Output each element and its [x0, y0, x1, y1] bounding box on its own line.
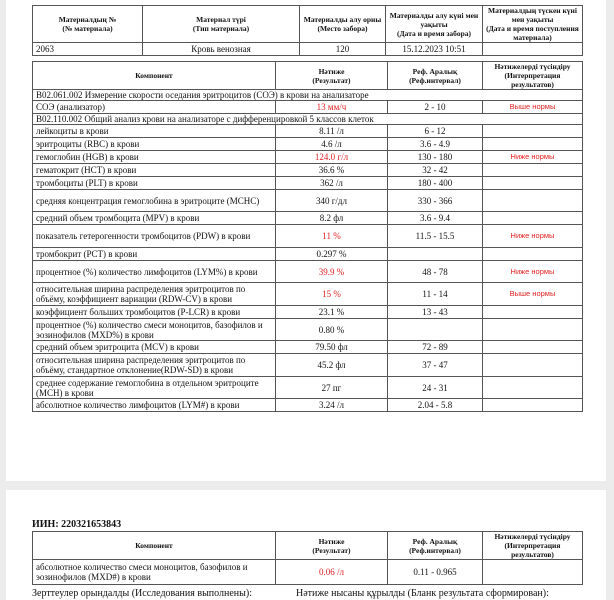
section-cbc: В02.110.002 Общий анализ крови на анализаторе с дифференцировкой 5 классов клеток: [33, 114, 583, 125]
result-ref: 13 - 43: [388, 306, 483, 319]
result-name: средний объем тромбоцита (MPV) в крови: [33, 212, 276, 225]
result-name: абсолютное количество смеси моноцитов, базофилов и эозинофилов (MXD#) в крови: [33, 560, 276, 585]
sample-info-table: [32, 5, 583, 56]
result-value: 27 пг: [276, 377, 388, 399]
report-page-1: [6, 0, 606, 481]
results-header-component: Компонент: [33, 62, 276, 90]
results-header-ref: Реф. Аралық (Реф.интервал): [388, 62, 483, 90]
sample-received: [483, 43, 583, 56]
header-collection-date: Материалды алу күні мен уақыты (Дата и время забора): [386, 6, 483, 43]
result-ref: 2 - 10: [388, 101, 483, 114]
sample-type: Кровь венозная: [143, 43, 300, 56]
result-row: [33, 212, 583, 225]
result-interp: Ниже нормы: [483, 151, 583, 164]
result-value: 8.11 /л: [276, 125, 388, 138]
result-name: коэффициент больших тромбоцитов (P-LCR) в крови: [33, 306, 276, 319]
result-interp: Выше нормы: [483, 101, 583, 114]
result-value: 23.1 %: [276, 306, 388, 319]
result-value: 79.50 фл: [276, 341, 388, 354]
patient-iin: ИИН: 220321653843: [32, 519, 122, 530]
result-name: лейкоциты в крови: [33, 125, 276, 138]
header-received-date: Материалдың түскен күні мен уақыты (Дата и время поступления материала): [483, 6, 583, 43]
result-row: [33, 377, 583, 399]
header-collection-place: Материалды алу орны (Место забора): [300, 6, 386, 43]
result-value: 0.297 %: [276, 248, 388, 261]
result-interp: [483, 190, 583, 212]
result-name: относительная ширина распределения эритроцитов по объёму, коэффициент вариации (RDW-CV) в крови: [33, 283, 276, 306]
result-value: 13 мм/ч: [276, 101, 388, 114]
result-interp: [483, 560, 583, 585]
result-ref: [388, 319, 483, 341]
result-ref: 2.04 - 5.8: [388, 399, 483, 412]
result-ref: 3.6 - 4.9: [388, 138, 483, 151]
result-name: средняя концентрация гемоглобина в эритроците (MCHC): [33, 190, 276, 212]
result-name: тромбоциты (PLT) в крови: [33, 177, 276, 190]
result-ref: 11 - 14: [388, 283, 483, 306]
results-header-result: Нәтиже (Результат): [276, 532, 388, 560]
result-row: [33, 164, 583, 177]
result-row: [33, 225, 583, 248]
result-row: [33, 101, 583, 114]
result-ref: 48 - 78: [388, 261, 483, 283]
result-interp: [483, 306, 583, 319]
result-row: [33, 151, 583, 164]
result-name: эритроциты (RBC) в крови: [33, 138, 276, 151]
result-row: [33, 341, 583, 354]
result-row: [33, 177, 583, 190]
result-ref: 6 - 12: [388, 125, 483, 138]
result-ref: 11.5 - 15.5: [388, 225, 483, 248]
result-value: 15 %: [276, 283, 388, 306]
result-name: гемоглобин (HGB) в крови: [33, 151, 276, 164]
result-interp: [483, 164, 583, 177]
result-name: средний объем эритроцита (MCV) в крови: [33, 341, 276, 354]
results-header-interp: Нәтижелерді түсіндіру (Интерпретация результатов): [483, 532, 583, 560]
result-name: СОЭ (анализатор): [33, 101, 276, 114]
sample-place: 120: [300, 43, 386, 56]
result-row: [33, 138, 583, 151]
result-name: абсолютное количество лимфоцитов (LYM#) в крови: [33, 399, 276, 412]
result-name: показатель гетерогенности тромбоцитов (PDW) в крови: [33, 225, 276, 248]
sample-datetime: 15.12.2023 10:51: [386, 43, 483, 56]
result-value: 11 %: [276, 225, 388, 248]
result-ref: 180 - 400: [388, 177, 483, 190]
result-value: 45.2 фл: [276, 354, 388, 377]
result-interp: [483, 377, 583, 399]
result-interp: [483, 177, 583, 190]
result-interp: [483, 138, 583, 151]
result-ref: 0.11 - 0.965: [388, 560, 483, 585]
result-row: [33, 283, 583, 306]
result-interp: [483, 341, 583, 354]
result-interp: [483, 354, 583, 377]
sample-number: 2063: [33, 43, 143, 56]
results-table-continued: [32, 531, 583, 585]
result-interp: [483, 125, 583, 138]
result-name: среднее содержание гемоглобина в отдельном эритроците (MCH) в крови: [33, 377, 276, 399]
result-row: [33, 354, 583, 377]
result-name: тромбокрит (PCT) в крови: [33, 248, 276, 261]
result-ref: 72 - 89: [388, 341, 483, 354]
result-interp: Выше нормы: [483, 283, 583, 306]
results-header-ref: Реф. Аралық (Реф.интервал): [388, 532, 483, 560]
section-esr: В02.061.002 Измерение скорости оседания эритроцитов (СОЭ) в крови на анализаторе: [33, 90, 583, 101]
result-interp: [483, 212, 583, 225]
result-ref: 24 - 31: [388, 377, 483, 399]
result-value: 39.9 %: [276, 261, 388, 283]
result-value: 124.0 г/л: [276, 151, 388, 164]
result-ref: [388, 248, 483, 261]
result-name: относительная ширина распределения эритроцитов по объёму, стандартное отклонение(RDW-SD) в крови: [33, 354, 276, 377]
result-name: процентное (%) количество лимфоцитов (LYM%) в крови: [33, 261, 276, 283]
result-row: [33, 248, 583, 261]
result-value: 36.6 %: [276, 164, 388, 177]
result-value: 340 г/дл: [276, 190, 388, 212]
result-value: 0.06 /л: [276, 560, 388, 585]
result-row: [33, 125, 583, 138]
result-ref: 130 - 180: [388, 151, 483, 164]
result-value: 4.6 /л: [276, 138, 388, 151]
result-name: гематокрит (HCT) в крови: [33, 164, 276, 177]
result-ref: 37 - 47: [388, 354, 483, 377]
result-interp: Ниже нормы: [483, 261, 583, 283]
report-page-2: [6, 490, 606, 600]
result-value: 8.2 фл: [276, 212, 388, 225]
result-interp: [483, 399, 583, 412]
result-interp: [483, 319, 583, 341]
result-value: 0.80 %: [276, 319, 388, 341]
result-name: процентное (%) количество смеси моноцитов, базофилов и эозинофилов (MXD%) в крови: [33, 319, 276, 341]
result-row: [33, 190, 583, 212]
result-interp: [483, 248, 583, 261]
generated-by-label: Нәтиже нысаны құрылды (Бланк результата сформирован):: [296, 588, 549, 599]
results-header-result: Нәтиже (Результат): [276, 62, 388, 90]
result-row: [33, 261, 583, 283]
result-interp: Ниже нормы: [483, 225, 583, 248]
result-row: [33, 306, 583, 319]
results-header-interp: Нәтижелерді түсіндіру (Интерпретация результатов): [483, 62, 583, 90]
result-value: 362 /л: [276, 177, 388, 190]
results-table: [32, 61, 583, 412]
result-ref: 330 - 366: [388, 190, 483, 212]
result-value: 3.24 /л: [276, 399, 388, 412]
header-material-number: Материалдың № (№ материала): [33, 6, 143, 43]
performed-by-label: Зерттеулер орындалды (Исследования выполнены):: [32, 588, 252, 599]
result-row: [33, 399, 583, 412]
header-material-type: Материал түрі (Тип материала): [143, 6, 300, 43]
result-row: [33, 319, 583, 341]
result-ref: 3.6 - 9.4: [388, 212, 483, 225]
results-header-component: Компонент: [33, 532, 276, 560]
result-ref: 32 - 42: [388, 164, 483, 177]
